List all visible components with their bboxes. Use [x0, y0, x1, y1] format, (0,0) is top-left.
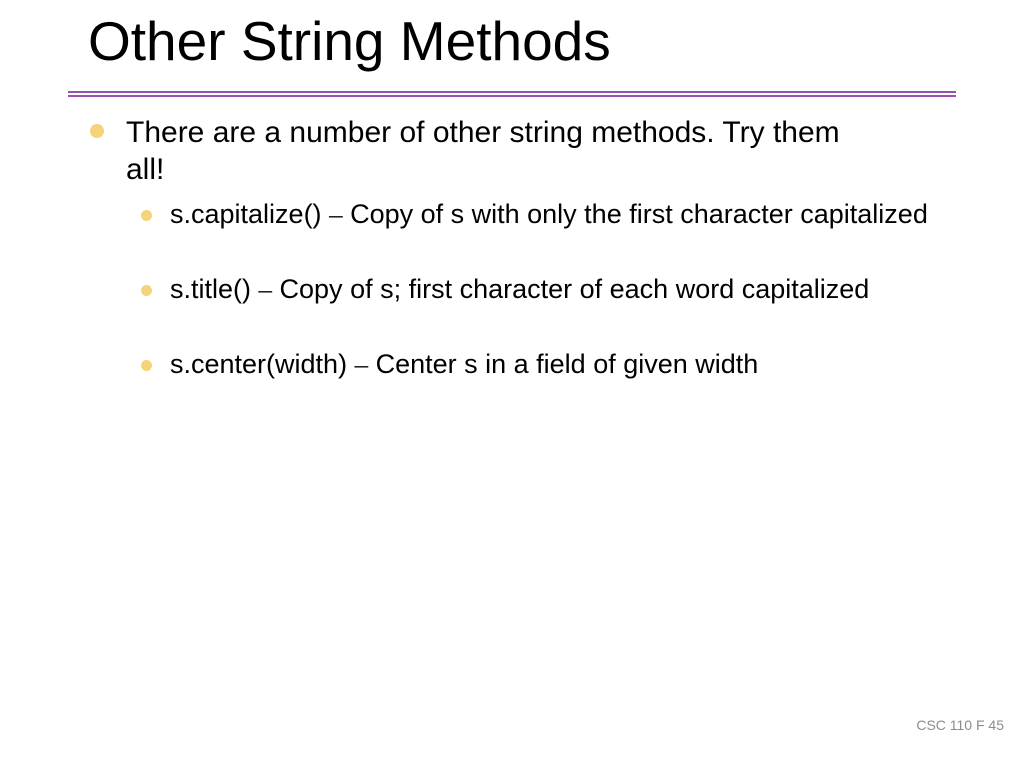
dash: – — [329, 199, 343, 229]
method-name: s.center(width) — [170, 349, 348, 379]
sub-bullet-title — [170, 272, 930, 306]
method-name: s.capitalize() — [170, 199, 322, 229]
title-rule-top — [68, 91, 956, 93]
method-description: Copy of s; first character of each word capitalized — [279, 274, 870, 304]
bullet-dot-icon — [141, 360, 152, 371]
dash: – — [258, 274, 273, 304]
bullet-dot-icon — [141, 210, 152, 221]
method-description: Copy of s with only the first character capitalized — [350, 199, 928, 229]
title-rule-bottom — [68, 95, 956, 97]
slide-title: Other String Methods — [88, 10, 611, 72]
method-description: Center s in a field of given width — [375, 349, 759, 379]
bullet-dot-icon — [141, 285, 152, 296]
sub-bullet-capitalize — [170, 197, 930, 231]
dash: – — [354, 349, 369, 379]
method-name: s.title() — [170, 274, 251, 304]
main-bullet-text: There are a number of other string methods. Try them all! — [126, 116, 840, 186]
slide-footer: CSC 110 F 45 — [916, 717, 1004, 733]
bullet-dot-icon — [90, 124, 104, 138]
sub-bullet-center — [170, 347, 930, 381]
